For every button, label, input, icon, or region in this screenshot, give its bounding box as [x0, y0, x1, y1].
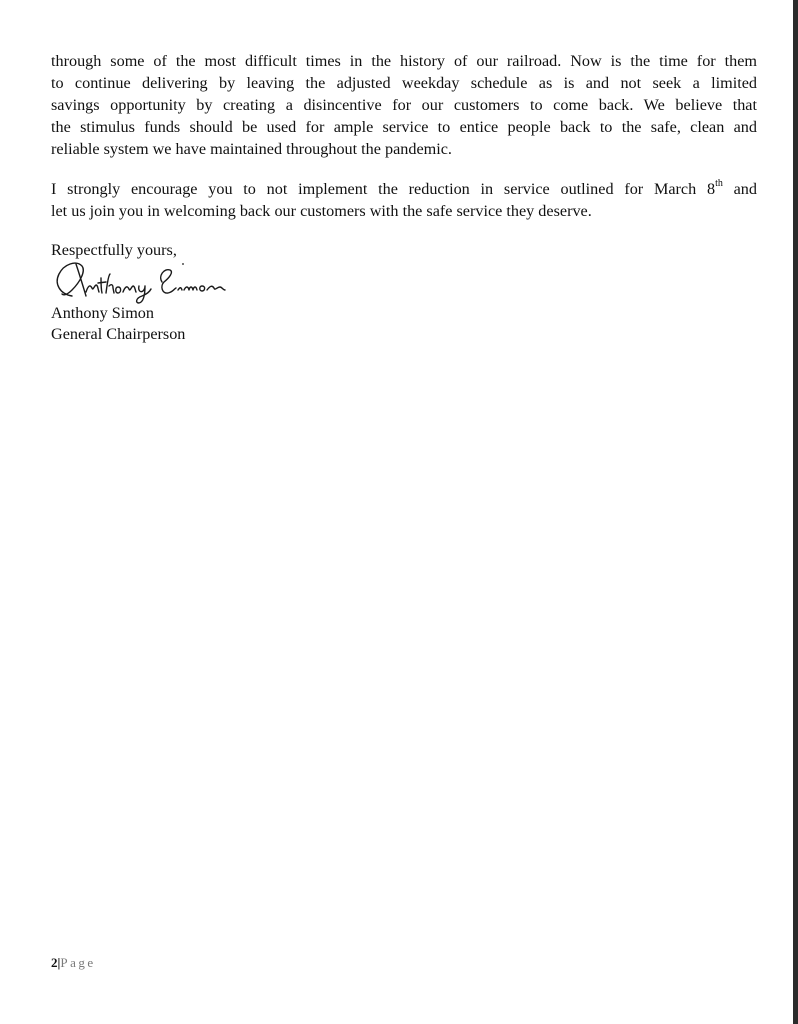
paragraph-1-line: to continue delivering by leaving the adjusted weekday schedule as is and not seek a limited [51, 74, 757, 92]
paragraph-1-line: reliable system we have maintained throughout the pandemic. [51, 140, 452, 158]
page-footer [51, 953, 96, 973]
body-paragraph-2 [51, 178, 757, 222]
page-number: 2 [51, 955, 58, 970]
footer-separator: | [57, 955, 61, 970]
paragraph-1-line: savings opportunity by creating a disincentive for our customers to come back. We believe that [51, 96, 757, 114]
paragraph-2-line [51, 178, 757, 200]
closing-salutation: Respectfully yours, [51, 241, 177, 259]
paragraph-2-line: let us join you in welcoming back our customers with the safe service they deserve. [51, 202, 592, 220]
signer-name: Anthony Simon [51, 304, 154, 322]
signer-title: General Chairperson [51, 325, 186, 343]
paragraph-1-line: the stimulus funds should be used for ample service to entice people back to the safe, clean and [51, 118, 757, 136]
body-paragraph-1 [51, 50, 757, 160]
paragraph-1-line: through some of the most difficult times in the history of our railroad. Now is the time for them [51, 52, 757, 70]
handwritten-signature [50, 256, 240, 306]
paragraph-2-line-1-end: and [722, 180, 757, 198]
page-label: Page [60, 955, 96, 970]
scan-edge [793, 0, 798, 1024]
superscript-ordinal: th [715, 177, 723, 189]
paragraph-2-line-1-text: I strongly encourage you to not implement the reduction in service outlined for March 8 [51, 180, 716, 198]
